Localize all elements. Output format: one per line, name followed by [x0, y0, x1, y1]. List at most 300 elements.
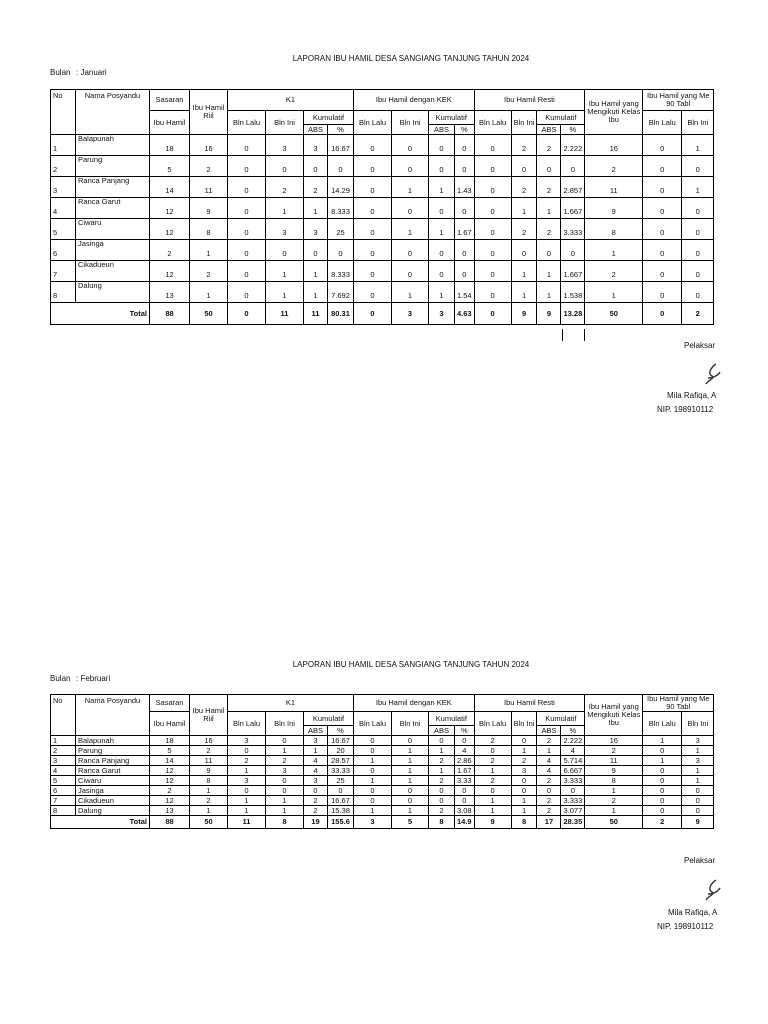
report-title: LAPORAN IBU HAMIL DESA SANGIANG TANJUNG TAHUN 2024: [292, 54, 530, 63]
cell-k1-ini: 0: [266, 240, 304, 261]
header-resti-bln-ini: Bln Ini: [511, 712, 537, 736]
cell-res-abs: 2: [537, 796, 561, 806]
header-kek-bln-ini: Bln Ini: [392, 111, 429, 135]
row-number: 1: [51, 135, 76, 156]
cell-kek-ini: 0: [392, 198, 429, 219]
header-kek-kumulatif: Kumulatif: [429, 712, 475, 726]
table-row: [51, 219, 714, 240]
cell-kek-lalu: 0: [354, 198, 392, 219]
cell-kek-abs: 0: [429, 240, 455, 261]
header-kek-kumulatif: Kumulatif: [429, 111, 475, 125]
month-value: : Februari: [76, 674, 111, 683]
header-k1-abs: ABS: [304, 125, 328, 135]
cell-tab-ini: 0: [682, 786, 714, 796]
cell-k1-ini: 0: [266, 736, 304, 746]
header-resti-bln-lalu: Bln Lalu: [474, 712, 511, 736]
cell-k1-abs: 2: [304, 806, 328, 816]
cell-tab-ini: 0: [682, 240, 714, 261]
cell-k1-pct: 7.692: [328, 282, 354, 303]
cell-k1-lalu: 2: [228, 756, 266, 766]
header-tablet-bln-lalu: Bln Lalu: [643, 712, 682, 736]
header-sasaran-ibu-hamil: Ibu Hamil: [150, 111, 190, 135]
total-row: [51, 816, 714, 829]
cell-tab-lalu: 0: [643, 746, 682, 756]
cell-k1-abs: 0: [304, 240, 328, 261]
cell-k1-ini: 2: [266, 177, 304, 198]
cell-k1-pct: 15.38: [328, 806, 354, 816]
cell-kek-pct: 0: [455, 135, 475, 156]
cell-tab-ini: 3: [682, 736, 714, 746]
header-k1-bln-ini: Bln Ini: [266, 111, 304, 135]
cell-kek-ini: 1: [392, 746, 429, 756]
cell-tab-ini: 0: [682, 198, 714, 219]
cell-tab-lalu: 0: [643, 135, 682, 156]
total-tab-ini: 9: [682, 816, 714, 829]
cell-riil: 2: [190, 796, 228, 806]
cell-res-pct: 5.714: [561, 756, 585, 766]
cell-kelas: 16: [585, 736, 643, 746]
cell-res-pct: 4: [561, 746, 585, 756]
signature-role: Pelaksar: [684, 856, 716, 865]
total-tab-lalu: 0: [643, 303, 682, 325]
posyandu-name: Dalung: [76, 282, 150, 303]
cell-kek-lalu: 0: [354, 219, 392, 240]
cell-k1-ini: 3: [266, 219, 304, 240]
cell-kek-ini: 0: [392, 240, 429, 261]
cell-riil: 8: [190, 219, 228, 240]
cell-riil: 1: [190, 282, 228, 303]
cell-k1-abs: 4: [304, 766, 328, 776]
cell-res-abs: 2: [537, 177, 561, 198]
cell-res-lalu: 2: [474, 756, 511, 766]
table-row: [51, 240, 714, 261]
cell-tab-ini: 1: [682, 776, 714, 786]
cell-k1-abs: 1: [304, 261, 328, 282]
cell-k1-ini: 1: [266, 796, 304, 806]
cell-riil: 1: [190, 786, 228, 796]
cell-k1-lalu: 0: [228, 135, 266, 156]
total-riil: 50: [190, 303, 228, 325]
cell-res-ini: 1: [511, 198, 537, 219]
cell-kek-lalu: 0: [354, 177, 392, 198]
cell-res-pct: 3.077: [561, 806, 585, 816]
header-k1-pct: %: [328, 726, 354, 736]
cell-kek-ini: 0: [392, 261, 429, 282]
posyandu-name: Balapunah: [76, 736, 150, 746]
row-number: 2: [51, 746, 76, 756]
cell-riil: 16: [190, 135, 228, 156]
cell-kek-pct: 1.67: [455, 766, 475, 776]
cell-tab-lalu: 0: [643, 786, 682, 796]
cell-kek-lalu: 0: [354, 261, 392, 282]
table-row: [51, 282, 714, 303]
row-number: 5: [51, 219, 76, 240]
header-tablet-bln-ini: Bln Ini: [682, 111, 714, 135]
cell-res-pct: 3.333: [561, 776, 585, 786]
cell-k1-pct: 20: [328, 746, 354, 756]
header-k1-pct: %: [328, 125, 354, 135]
cell-res-ini: 0: [511, 736, 537, 746]
header-kek-abs: ABS: [429, 726, 455, 736]
cell-tab-ini: 0: [682, 219, 714, 240]
cell-kek-lalu: 0: [354, 746, 392, 756]
header-tablet: Ibu Hamil yang Me 90 Tabl: [643, 695, 714, 712]
cell-kek-lalu: 0: [354, 240, 392, 261]
cell-res-pct: 0: [561, 156, 585, 177]
cell-sasaran: 14: [150, 177, 190, 198]
total-res-abs: 17: [537, 816, 561, 829]
cell-tab-ini: 1: [682, 177, 714, 198]
total-kek-pct: 14.9: [455, 816, 475, 829]
total-label: Total: [51, 816, 150, 829]
table-row: [51, 198, 714, 219]
cell-k1-ini: 1: [266, 806, 304, 816]
cell-tab-ini: 1: [682, 135, 714, 156]
cell-kek-abs: 1: [429, 177, 455, 198]
cell-kek-abs: 0: [429, 261, 455, 282]
header-sasaran-ibu-hamil: Ibu Hamil: [150, 712, 190, 736]
total-k1-ini: 11: [266, 303, 304, 325]
cell-riil: 2: [190, 261, 228, 282]
header-resti-abs: ABS: [537, 125, 561, 135]
cell-res-ini: 0: [511, 786, 537, 796]
cell-tab-ini: 0: [682, 282, 714, 303]
row-number: 3: [51, 756, 76, 766]
cell-tab-ini: 0: [682, 806, 714, 816]
cell-kelas: 1: [585, 786, 643, 796]
table-row: [51, 156, 714, 177]
header-nama-posyandu: Nama Posyandu: [76, 695, 150, 736]
cell-res-lalu: 0: [474, 156, 511, 177]
signature-mark-icon: [702, 362, 722, 386]
cell-k1-pct: 25: [328, 776, 354, 786]
cell-k1-abs: 2: [304, 796, 328, 806]
header-kelas-ibu: Ibu Hamil yang Mengikuti Kelas Ibu: [585, 90, 643, 135]
signature-name: Mila Rafiqa, A: [667, 391, 717, 400]
cell-res-lalu: 0: [474, 261, 511, 282]
total-kek-abs: 8: [429, 816, 455, 829]
cell-kek-pct: 1.54: [455, 282, 475, 303]
header-k1-bln-lalu: Bln Lalu: [228, 111, 266, 135]
cell-kek-ini: 1: [392, 756, 429, 766]
cell-sasaran: 5: [150, 156, 190, 177]
header-resti: Ibu Hamil Resti: [474, 695, 585, 712]
cell-kelas: 11: [585, 177, 643, 198]
cell-kek-pct: 0: [455, 796, 475, 806]
total-k1-ini: 8: [266, 816, 304, 829]
cell-res-abs: 2: [537, 219, 561, 240]
month-line: [50, 68, 107, 77]
header-ibu-hamil-riil: Ibu Hamil Riil: [190, 90, 228, 135]
cell-kek-pct: 0: [455, 736, 475, 746]
total-k1-abs: 11: [304, 303, 328, 325]
posyandu-name: Ranca Panjang: [76, 756, 150, 766]
total-tab-ini: 2: [682, 303, 714, 325]
cell-kek-abs: 1: [429, 282, 455, 303]
row-number: 3: [51, 177, 76, 198]
cell-k1-lalu: 1: [228, 796, 266, 806]
table-row: [51, 796, 714, 806]
posyandu-name: Parung: [76, 746, 150, 756]
cell-k1-pct: 0: [328, 156, 354, 177]
header-resti-bln-ini: Bln Ini: [511, 111, 537, 135]
cell-kek-ini: 1: [392, 177, 429, 198]
cell-tab-lalu: 0: [643, 282, 682, 303]
cell-kek-ini: 1: [392, 282, 429, 303]
cell-res-ini: 0: [511, 240, 537, 261]
cell-tab-ini: 0: [682, 261, 714, 282]
table-row: [51, 135, 714, 156]
cell-sasaran: 13: [150, 806, 190, 816]
cell-k1-ini: 1: [266, 198, 304, 219]
cell-res-pct: 1.667: [561, 198, 585, 219]
cell-res-ini: 1: [511, 282, 537, 303]
cell-riil: 1: [190, 240, 228, 261]
total-kelas: 50: [585, 816, 643, 829]
cell-res-ini: 3: [511, 766, 537, 776]
signature-mark-icon: [702, 878, 722, 902]
cell-k1-ini: 0: [266, 156, 304, 177]
cell-sasaran: 18: [150, 736, 190, 746]
header-kelas-ibu: Ibu Hamil yang Mengikuti Kelas Ibu: [585, 695, 643, 736]
table-row: [51, 776, 714, 786]
header-resti-abs: ABS: [537, 726, 561, 736]
cell-kek-lalu: 0: [354, 282, 392, 303]
month-value: : Januari: [76, 68, 107, 77]
cell-res-abs: 2: [537, 806, 561, 816]
cell-riil: 11: [190, 177, 228, 198]
cell-sasaran: 14: [150, 756, 190, 766]
cell-res-abs: 0: [537, 240, 561, 261]
cell-tab-ini: 0: [682, 156, 714, 177]
cell-k1-lalu: 0: [228, 282, 266, 303]
cell-riil: 1: [190, 806, 228, 816]
cell-tab-lalu: 0: [643, 776, 682, 786]
cell-kek-ini: 0: [392, 135, 429, 156]
cell-kelas: 1: [585, 282, 643, 303]
total-res-abs: 9: [537, 303, 561, 325]
cell-kelas: 2: [585, 796, 643, 806]
cell-kek-pct: 1.43: [455, 177, 475, 198]
header-k1-bln-ini: Bln Ini: [266, 712, 304, 736]
cell-kelas: 9: [585, 198, 643, 219]
cell-k1-abs: 4: [304, 756, 328, 766]
cell-k1-abs: 2: [304, 177, 328, 198]
cell-res-ini: 2: [511, 219, 537, 240]
cell-tab-lalu: 0: [643, 198, 682, 219]
cell-kek-abs: 0: [429, 786, 455, 796]
cell-res-pct: 3.333: [561, 796, 585, 806]
cell-res-abs: 0: [537, 786, 561, 796]
cell-tab-lalu: 0: [643, 766, 682, 776]
signature-nip: NIP. 198910112: [657, 405, 714, 414]
cell-res-pct: 3.333: [561, 219, 585, 240]
cell-tab-lalu: 0: [643, 156, 682, 177]
posyandu-name: Parung: [76, 156, 150, 177]
cell-res-ini: 0: [511, 776, 537, 786]
cell-riil: 9: [190, 198, 228, 219]
cell-k1-pct: 16.67: [328, 135, 354, 156]
header-ibu-hamil-riil: Ibu Hamil Riil: [190, 695, 228, 736]
total-kek-abs: 3: [429, 303, 455, 325]
cell-res-lalu: 0: [474, 219, 511, 240]
row-number: 4: [51, 766, 76, 776]
cell-k1-pct: 28.57: [328, 756, 354, 766]
cell-kek-abs: 0: [429, 198, 455, 219]
cell-tab-lalu: 0: [643, 219, 682, 240]
cell-kelas: 2: [585, 156, 643, 177]
total-kelas: 50: [585, 303, 643, 325]
cell-kek-abs: 1: [429, 746, 455, 756]
cell-kek-ini: 1: [392, 806, 429, 816]
posyandu-name: Balapunah: [76, 135, 150, 156]
posyandu-name: Ciwaru: [76, 776, 150, 786]
report-title: LAPORAN IBU HAMIL DESA SANGIANG TANJUNG TAHUN 2024: [292, 660, 530, 669]
cell-kek-ini: 1: [392, 219, 429, 240]
header-tablet: Ibu Hamil yang Me 90 Tabl: [643, 90, 714, 111]
cell-k1-ini: 1: [266, 746, 304, 756]
cell-res-abs: 2: [537, 776, 561, 786]
total-row: [51, 303, 714, 325]
cell-kelas: 8: [585, 219, 643, 240]
cell-k1-pct: 8.333: [328, 198, 354, 219]
total-res-ini: 8: [511, 816, 537, 829]
posyandu-name: Jasinga: [76, 240, 150, 261]
header-resti-bln-lalu: Bln Lalu: [474, 111, 511, 135]
cell-sasaran: 12: [150, 766, 190, 776]
cell-kek-ini: 0: [392, 796, 429, 806]
total-kek-lalu: 0: [354, 303, 392, 325]
header-k1-kumulatif: Kumulatif: [304, 712, 354, 726]
cell-k1-lalu: 1: [228, 766, 266, 776]
cell-res-abs: 2: [537, 736, 561, 746]
header-kek-pct: %: [455, 125, 475, 135]
total-sasaran: 88: [150, 816, 190, 829]
cell-res-ini: 2: [511, 177, 537, 198]
cell-res-ini: 1: [511, 261, 537, 282]
total-tab-lalu: 2: [643, 816, 682, 829]
signature-name: Mila Rafiqa, A: [668, 908, 718, 917]
cell-kek-abs: 2: [429, 776, 455, 786]
cell-k1-pct: 0: [328, 786, 354, 796]
posyandu-name: Cikadueun: [76, 796, 150, 806]
header-kek: Ibu Hamil dengan KEK: [354, 695, 475, 712]
header-kek-bln-ini: Bln Ini: [392, 712, 429, 736]
cell-sasaran: 12: [150, 776, 190, 786]
cell-tab-lalu: 0: [643, 796, 682, 806]
cell-kek-ini: 0: [392, 736, 429, 746]
cell-riil: 9: [190, 766, 228, 776]
posyandu-name: Ciwaru: [76, 219, 150, 240]
cell-kelas: 1: [585, 240, 643, 261]
cell-kek-ini: 0: [392, 156, 429, 177]
cell-kek-lalu: 1: [354, 756, 392, 766]
cell-tab-lalu: 0: [643, 240, 682, 261]
header-kek-bln-lalu: Bln Lalu: [354, 712, 392, 736]
cell-res-ini: 2: [511, 756, 537, 766]
cell-k1-lalu: 3: [228, 776, 266, 786]
cell-res-pct: 2.857: [561, 177, 585, 198]
cell-k1-pct: 25: [328, 219, 354, 240]
cell-tab-ini: 0: [682, 796, 714, 806]
row-number: 6: [51, 240, 76, 261]
cell-k1-ini: 1: [266, 282, 304, 303]
cell-kelas: 8: [585, 776, 643, 786]
report-table-januari: [50, 89, 714, 325]
total-k1-pct: 80.31: [328, 303, 354, 325]
header-kek-bln-lalu: Bln Lalu: [354, 111, 392, 135]
cell-k1-lalu: 0: [228, 261, 266, 282]
cell-k1-lalu: 0: [228, 786, 266, 796]
cell-kek-lalu: 1: [354, 806, 392, 816]
cell-res-pct: 2.222: [561, 135, 585, 156]
signature-role: Pelaksar: [684, 341, 716, 350]
header-k1: K1: [228, 695, 354, 712]
posyandu-name: Jasinga: [76, 786, 150, 796]
cell-kek-lalu: 0: [354, 736, 392, 746]
posyandu-name: Ranca Garut: [76, 198, 150, 219]
total-label: Total: [51, 303, 150, 325]
header-resti-kumulatif: Kumulatif: [537, 712, 585, 726]
cell-k1-abs: 3: [304, 736, 328, 746]
cell-res-abs: 1: [537, 746, 561, 756]
cell-k1-pct: 0: [328, 240, 354, 261]
total-k1-pct: 155.6: [328, 816, 354, 829]
cell-res-abs: 4: [537, 756, 561, 766]
cell-kek-abs: 2: [429, 806, 455, 816]
cell-res-lalu: 0: [474, 177, 511, 198]
cell-k1-abs: 0: [304, 786, 328, 796]
total-res-pct: 28.35: [561, 816, 585, 829]
cell-res-ini: 2: [511, 135, 537, 156]
divider-line: [584, 329, 585, 341]
cell-kelas: 1: [585, 806, 643, 816]
cell-k1-ini: 2: [266, 756, 304, 766]
cell-kek-lalu: 0: [354, 156, 392, 177]
cell-kelas: 2: [585, 261, 643, 282]
cell-res-abs: 1: [537, 198, 561, 219]
table-row: [51, 806, 714, 816]
cell-kek-lalu: 0: [354, 135, 392, 156]
cell-k1-lalu: 0: [228, 746, 266, 756]
row-number: 8: [51, 282, 76, 303]
cell-sasaran: 2: [150, 240, 190, 261]
header-k1-kumulatif: Kumulatif: [304, 111, 354, 125]
total-kek-lalu: 3: [354, 816, 392, 829]
cell-res-pct: 2.222: [561, 736, 585, 746]
row-number: 7: [51, 261, 76, 282]
cell-k1-abs: 3: [304, 776, 328, 786]
cell-res-abs: 4: [537, 766, 561, 776]
cell-riil: 2: [190, 746, 228, 756]
table-row: [51, 786, 714, 796]
cell-k1-abs: 3: [304, 135, 328, 156]
row-number: 6: [51, 786, 76, 796]
cell-res-pct: 1.667: [561, 261, 585, 282]
cell-k1-lalu: 0: [228, 219, 266, 240]
cell-kek-lalu: 1: [354, 776, 392, 786]
cell-res-lalu: 0: [474, 746, 511, 756]
cell-k1-abs: 1: [304, 282, 328, 303]
total-sasaran: 88: [150, 303, 190, 325]
cell-sasaran: 12: [150, 796, 190, 806]
table-row: [51, 746, 714, 756]
total-res-pct: 13.28: [561, 303, 585, 325]
cell-k1-lalu: 0: [228, 198, 266, 219]
row-number: 2: [51, 156, 76, 177]
cell-kek-pct: 1.67: [455, 219, 475, 240]
cell-k1-ini: 0: [266, 776, 304, 786]
